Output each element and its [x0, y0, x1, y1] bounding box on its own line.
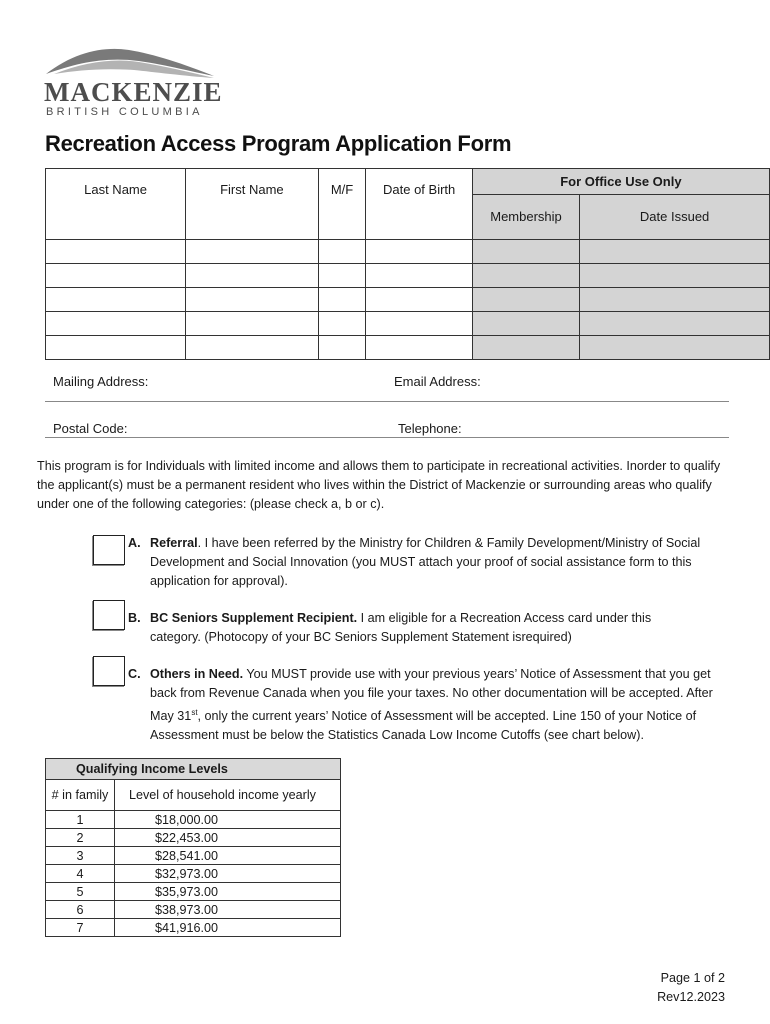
dob-cell[interactable]: [366, 264, 472, 288]
income-amount: $18,000.00: [115, 811, 341, 829]
table-row: [46, 829, 341, 847]
first-name-cell[interactable]: [186, 312, 318, 336]
option-c-checkbox[interactable]: [93, 656, 125, 686]
office-use-header: For Office Use Only: [472, 169, 769, 195]
table-row: [46, 240, 770, 264]
family-size: 5: [46, 883, 115, 901]
table-row: [46, 919, 341, 937]
family-size: 2: [46, 829, 115, 847]
postal-code-label: Postal Code:: [53, 421, 128, 436]
first-name-cell[interactable]: [186, 288, 318, 312]
option-c-sup: st: [191, 708, 198, 717]
income-amount: $32,973.00: [115, 865, 341, 883]
dob-cell[interactable]: [366, 336, 472, 360]
income-amount: $38,973.00: [115, 901, 341, 919]
income-table: [45, 758, 341, 937]
family-size: 3: [46, 847, 115, 865]
income-amount: $28,541.00: [115, 847, 341, 865]
col-family-size: # in family: [46, 780, 115, 811]
col-dob: Date of Birth: [366, 169, 472, 240]
last-name-cell[interactable]: [46, 288, 186, 312]
col-mf: M/F: [318, 169, 366, 240]
option-b-text: [150, 609, 680, 647]
family-size: 4: [46, 865, 115, 883]
option-b-title: BC Seniors Supplement Recipient.: [150, 611, 358, 625]
option-a-body: . I have been referred by the Ministry for Children & Family Development/Ministry of Social Development and Social Innovation (you MUST attach your proof of social assistance form to this application for approval).: [150, 536, 701, 588]
dob-cell[interactable]: [366, 240, 472, 264]
first-name-cell[interactable]: [186, 264, 318, 288]
family-size: 6: [46, 901, 115, 919]
last-name-cell[interactable]: [46, 264, 186, 288]
option-a-title: Referral: [150, 536, 198, 550]
mf-cell[interactable]: [318, 312, 366, 336]
last-name-cell[interactable]: [46, 336, 186, 360]
income-amount: $35,973.00: [115, 883, 341, 901]
option-a-text: [150, 534, 725, 591]
mailing-address-line[interactable]: [45, 401, 729, 402]
revision-label: Rev12.2023: [657, 990, 725, 1004]
option-b-body: I am eligible for a Recreation Access card under this category. (Photocopy of your BC Seniors Supplement Statement isrequired): [150, 611, 652, 644]
mailing-address-label: Mailing Address:: [53, 374, 149, 389]
table-row: [46, 336, 770, 360]
option-a-letter: A.: [128, 536, 141, 550]
mf-cell[interactable]: [318, 264, 366, 288]
telephone-label: Telephone:: [398, 421, 462, 436]
dob-cell[interactable]: [366, 312, 472, 336]
col-household-income: Level of household income yearly: [115, 780, 341, 811]
option-b-checkbox[interactable]: [93, 600, 125, 630]
last-name-cell[interactable]: [46, 312, 186, 336]
col-membership: Membership: [472, 194, 579, 239]
logo-subtitle: BRITISH COLUMBIA: [46, 106, 203, 118]
table-row: [46, 312, 770, 336]
logo-wordmark: MACKENZIE: [44, 77, 223, 107]
dob-cell[interactable]: [366, 288, 472, 312]
option-c-letter: C.: [128, 667, 141, 681]
option-c-body-1: You MUST provide use with your previous years’ Notice of Assessment that you get back from Revenue Canada when you file your taxes. No other documentation will be accepted. After May 31: [150, 667, 713, 724]
income-amount: $41,916.00: [115, 919, 341, 937]
mf-cell[interactable]: [318, 336, 366, 360]
first-name-cell[interactable]: [186, 336, 318, 360]
col-first-name: First Name: [186, 169, 318, 240]
option-c-title: Others in Need.: [150, 667, 244, 681]
table-row: [46, 901, 341, 919]
table-row: [46, 811, 341, 829]
family-size: 1: [46, 811, 115, 829]
option-c-text: [150, 665, 725, 745]
mf-cell[interactable]: [318, 240, 366, 264]
email-address-label: Email Address:: [394, 374, 481, 389]
last-name-cell[interactable]: [46, 240, 186, 264]
table-row: [46, 883, 341, 901]
option-b-letter: B.: [128, 611, 141, 625]
option-a-checkbox[interactable]: [93, 535, 125, 565]
table-row: [46, 865, 341, 883]
mf-cell[interactable]: [318, 288, 366, 312]
page-number: Page 1 of 2: [660, 971, 725, 985]
intro-paragraph: This program is for Individuals with limited income and allows them to participate in recreational activities. Inorder to qualify the applicant(s) must be a permanent resident who lives within the District of Mackenzie or surrounding areas who qualify under one of the following categories: (please check a, b or c).: [37, 459, 721, 511]
col-last-name: Last Name: [46, 169, 186, 240]
first-name-cell[interactable]: [186, 240, 318, 264]
option-c-body-2: , only the current years’ Notice of Assessment will be accepted. Line 150 of your Notice of Assessment must be below the Statistics Canada Low Income Cutoffs (see chart below).: [150, 709, 697, 743]
postal-code-line[interactable]: [45, 437, 729, 438]
table-row: [46, 288, 770, 312]
income-amount: $22,453.00: [115, 829, 341, 847]
col-date-issued: Date Issued: [580, 194, 770, 239]
page-title: Recreation Access Program Application Form: [45, 131, 512, 156]
family-size: 7: [46, 919, 115, 937]
applicant-table: [45, 168, 770, 360]
table-row: [46, 847, 341, 865]
income-table-title: Qualifying Income Levels: [46, 759, 341, 780]
table-row: [46, 264, 770, 288]
